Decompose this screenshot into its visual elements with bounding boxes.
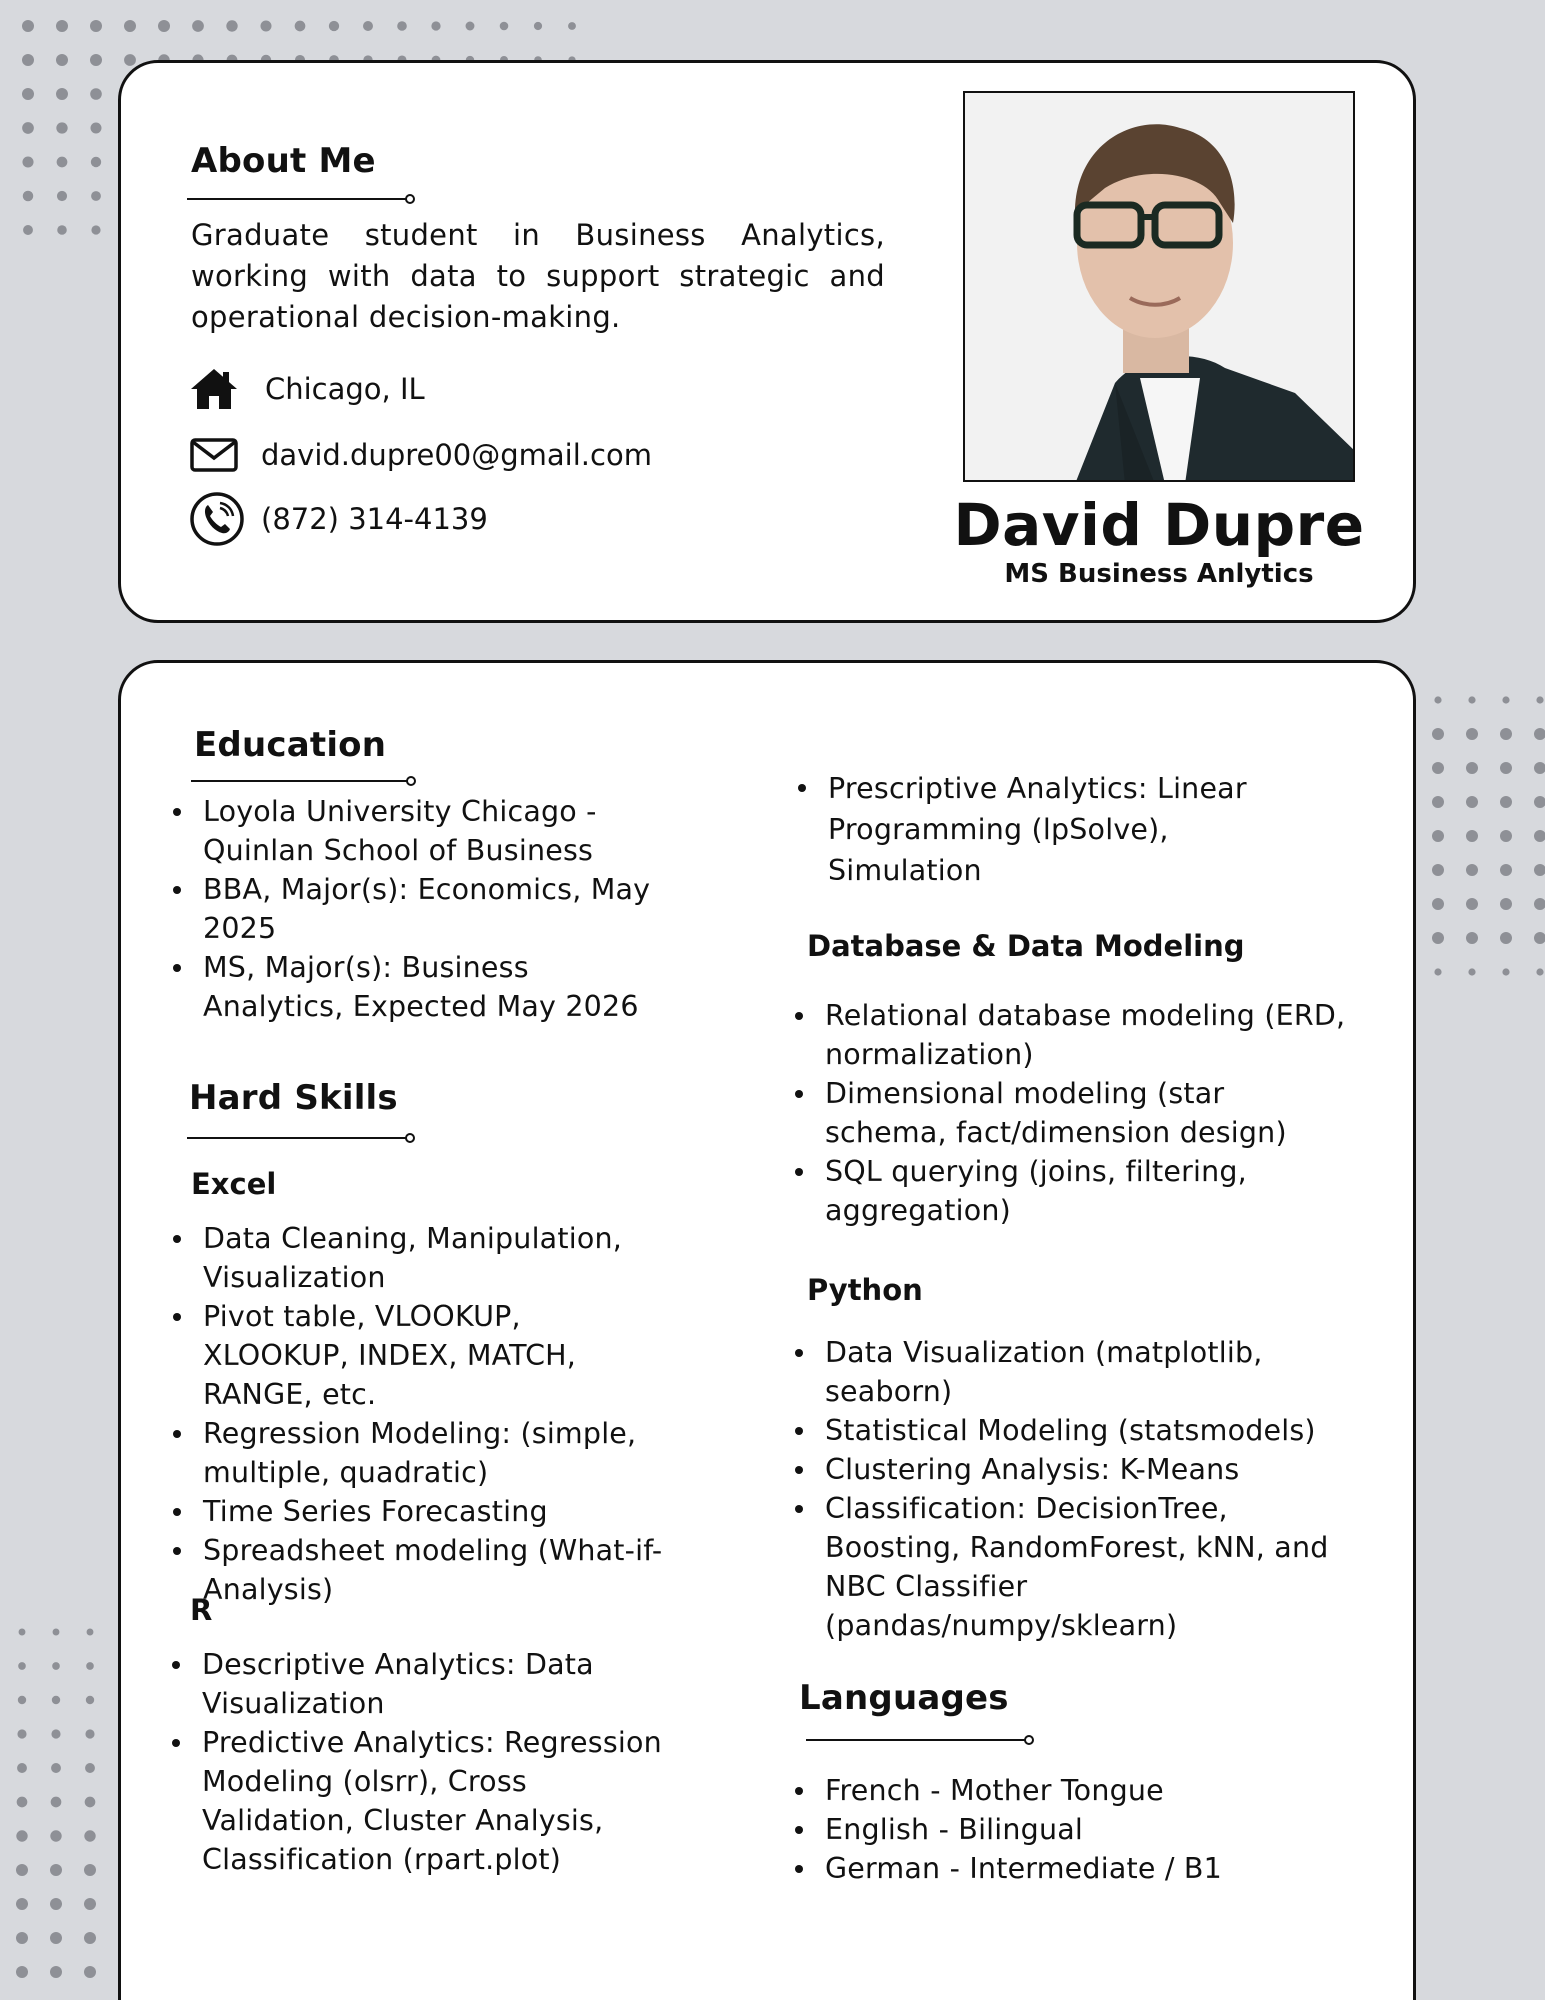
decorative-dot: [363, 21, 373, 31]
decorative-dot: [50, 1932, 62, 1944]
mail-icon: [189, 437, 239, 473]
contact-phone[interactable]: [189, 491, 488, 547]
decorative-dot: [57, 191, 67, 201]
decorative-dot: [57, 225, 67, 235]
dot-pattern-right: [1420, 690, 1545, 990]
decorative-dot: [53, 1629, 60, 1636]
decorative-dot: [1534, 898, 1545, 910]
decorative-dot: [16, 1966, 28, 1978]
decorative-dot: [260, 20, 271, 31]
decorative-dot: [1534, 830, 1545, 842]
decorative-dot: [51, 1797, 62, 1808]
decorative-dot: [1466, 898, 1478, 910]
education-heading: Education: [194, 725, 387, 765]
decorative-dot: [85, 1797, 96, 1808]
decorative-dot: [1502, 968, 1509, 975]
decorative-dot: [18, 1662, 26, 1670]
excel-heading: Excel: [191, 1167, 277, 1201]
list-item: Spreadsheet modeling (What-if-Analysis): [173, 1531, 673, 1609]
decorative-dot: [90, 54, 102, 66]
decorative-dot: [57, 157, 68, 168]
decorative-dot: [124, 20, 136, 32]
decorative-dot: [50, 1966, 62, 1978]
list-item: Clustering Analysis: K-Means: [795, 1450, 1355, 1489]
decorative-dot: [16, 1864, 28, 1876]
list-item: MS, Major(s): Business Analytics, Expected May 2026: [173, 948, 673, 1026]
decorative-dot: [1466, 728, 1478, 740]
r-list-continued: [798, 768, 1318, 891]
list-item: Descriptive Analytics: Data Visualization: [172, 1645, 677, 1723]
decorative-dot: [1432, 932, 1444, 944]
python-heading: Python: [807, 1273, 923, 1307]
list-item: Statistical Modeling (statsmodels): [795, 1411, 1355, 1450]
list-item: Time Series Forecasting: [173, 1492, 673, 1531]
contact-location: [189, 366, 425, 412]
decorative-dot: [500, 22, 509, 31]
decorative-dot: [1432, 796, 1444, 808]
decorative-dot: [1432, 762, 1444, 774]
list-item: English - Bilingual: [795, 1810, 1315, 1849]
hard-skills-heading-rule: [187, 1137, 409, 1139]
email-link[interactable]: david.dupre00@gmail.com: [261, 438, 652, 472]
decorative-dot: [466, 22, 475, 31]
decorative-dot: [22, 156, 33, 167]
decorative-dot: [1500, 728, 1512, 740]
decorative-dot: [1536, 696, 1543, 703]
decorative-dot: [568, 22, 576, 30]
decorative-dot: [1466, 830, 1478, 842]
decorative-dot: [86, 1696, 94, 1704]
decorative-dot: [17, 1797, 28, 1808]
languages-list: [795, 1771, 1315, 1888]
decorative-dot: [1432, 830, 1444, 842]
decorative-dot: [84, 1966, 96, 1978]
decorative-dot: [56, 54, 68, 66]
decorative-dot: [22, 88, 34, 100]
about-heading-rule: [187, 198, 409, 200]
decorative-dot: [52, 1662, 60, 1670]
decorative-dot: [17, 1729, 26, 1738]
decorative-dot: [1468, 696, 1475, 703]
dot-pattern-bottom-left: [0, 1620, 118, 2000]
decorative-dot: [1500, 932, 1512, 944]
list-item: German - Intermediate / B1: [795, 1849, 1315, 1888]
list-item: Predictive Analytics: Regression Modeling (olsrr), Cross Validation, Cluster Analysis, Classification (rpart.plot): [172, 1723, 677, 1879]
decorative-dot: [56, 20, 68, 32]
list-item: Classification: DecisionTree, Boosting, RandomForest, kNN, and NBC Classifier (pandas/numpy/sklearn): [795, 1489, 1355, 1645]
decorative-dot: [84, 1898, 96, 1910]
decorative-dot: [19, 1629, 26, 1636]
decorative-dot: [1500, 830, 1512, 842]
profile-photo: [963, 91, 1355, 482]
decorative-dot: [16, 1898, 28, 1910]
decorative-dot: [18, 1696, 26, 1704]
phone-icon: [189, 491, 245, 547]
decorative-dot: [1466, 932, 1478, 944]
decorative-dot: [192, 20, 204, 32]
decorative-dot: [1466, 762, 1478, 774]
details-card: [118, 660, 1416, 2000]
decorative-dot: [16, 1932, 28, 1944]
list-item: Pivot table, VLOOKUP, XLOOKUP, INDEX, MATCH, RANGE, etc.: [173, 1297, 673, 1414]
excel-list: [173, 1219, 673, 1609]
list-item: Dimensional modeling (star schema, fact/dimension design): [795, 1074, 1355, 1152]
decorative-dot: [23, 191, 34, 202]
decorative-dot: [16, 1830, 27, 1841]
decorative-dot: [124, 54, 136, 66]
education-heading-rule: [191, 780, 410, 782]
decorative-dot: [1500, 864, 1512, 876]
decorative-dot: [1434, 968, 1441, 975]
decorative-dot: [17, 1763, 27, 1773]
list-item: Data Cleaning, Manipulation, Visualization: [173, 1219, 673, 1297]
decorative-dot: [50, 1864, 62, 1876]
list-item: French - Mother Tongue: [795, 1771, 1315, 1810]
decorative-dot: [86, 1662, 94, 1670]
decorative-dot: [295, 21, 306, 32]
decorative-dot: [1432, 864, 1444, 876]
about-text: Graduate student in Business Analytics, working with data to support strategic and operational decision-making.: [191, 218, 885, 334]
decorative-dot: [90, 20, 102, 32]
decorative-dot: [1434, 696, 1441, 703]
profile-title: MS Business Anlytics: [1004, 559, 1314, 589]
phone-text[interactable]: (872) 314-4139: [261, 502, 488, 536]
education-list: [173, 792, 673, 1026]
home-icon: [189, 366, 239, 412]
list-item: Data Visualization (matplotlib, seaborn): [795, 1333, 1355, 1411]
decorative-dot: [84, 1864, 96, 1876]
r-list: [172, 1645, 677, 1879]
python-list: [795, 1333, 1355, 1645]
decorative-dot: [51, 1763, 61, 1773]
decorative-dot: [91, 225, 100, 234]
languages-heading-rule: [806, 1739, 1028, 1741]
list-item: SQL querying (joins, filtering, aggregation): [795, 1152, 1355, 1230]
decorative-dot: [1534, 796, 1545, 808]
decorative-dot: [1500, 796, 1512, 808]
decorative-dot: [84, 1830, 95, 1841]
decorative-dot: [1502, 696, 1509, 703]
decorative-dot: [52, 1696, 60, 1704]
decorative-dot: [22, 122, 34, 134]
decorative-dot: [90, 88, 102, 100]
decorative-dot: [1466, 864, 1478, 876]
decorative-dot: [226, 20, 237, 31]
decorative-dot: [534, 22, 542, 30]
decorative-dot: [91, 157, 101, 167]
decorative-dot: [85, 1763, 95, 1773]
profile-card: [118, 60, 1416, 623]
decorative-dot: [158, 20, 170, 32]
decorative-dot: [51, 1729, 60, 1738]
decorative-dot: [22, 20, 34, 32]
decorative-dot: [56, 88, 68, 100]
decorative-dot: [1500, 762, 1512, 774]
languages-heading: Languages: [799, 1678, 1009, 1718]
decorative-dot: [329, 21, 339, 31]
decorative-dot: [1432, 728, 1444, 740]
hard-skills-heading: Hard Skills: [189, 1078, 398, 1118]
decorative-dot: [91, 191, 101, 201]
decorative-dot: [1534, 864, 1545, 876]
list-item: Regression Modeling: (simple, multiple, quadratic): [173, 1414, 673, 1492]
decorative-dot: [87, 1629, 94, 1636]
decorative-dot: [1534, 728, 1545, 740]
decorative-dot: [50, 1898, 62, 1910]
decorative-dot: [84, 1932, 96, 1944]
decorative-dot: [1534, 932, 1545, 944]
decorative-dot: [1536, 968, 1543, 975]
list-item: Relational database modeling (ERD, normalization): [795, 996, 1355, 1074]
decorative-dot: [1500, 898, 1512, 910]
decorative-dot: [1466, 796, 1478, 808]
r-heading: R: [190, 1593, 213, 1627]
list-item: Prescriptive Analytics: Linear Programming (lpSolve), Simulation: [798, 768, 1318, 891]
decorative-dot: [1468, 968, 1475, 975]
decorative-dot: [1534, 762, 1545, 774]
decorative-dot: [56, 122, 67, 133]
contact-email[interactable]: [189, 437, 652, 473]
decorative-dot: [50, 1830, 61, 1841]
location-text: Chicago, IL: [265, 372, 425, 406]
decorative-dot: [91, 123, 102, 134]
decorative-dot: [1432, 898, 1444, 910]
database-heading: Database & Data Modeling: [807, 929, 1245, 963]
profile-name: David Dupre: [953, 491, 1365, 559]
list-item: Loyola University Chicago - Quinlan School of Business: [173, 792, 673, 870]
decorative-dot: [431, 21, 440, 30]
decorative-dot: [23, 225, 33, 235]
decorative-dot: [22, 54, 34, 66]
decorative-dot: [397, 21, 407, 31]
about-heading: About Me: [191, 141, 376, 181]
database-list: [795, 996, 1355, 1230]
decorative-dot: [85, 1729, 94, 1738]
list-item: BBA, Major(s): Economics, May 2025: [173, 870, 673, 948]
